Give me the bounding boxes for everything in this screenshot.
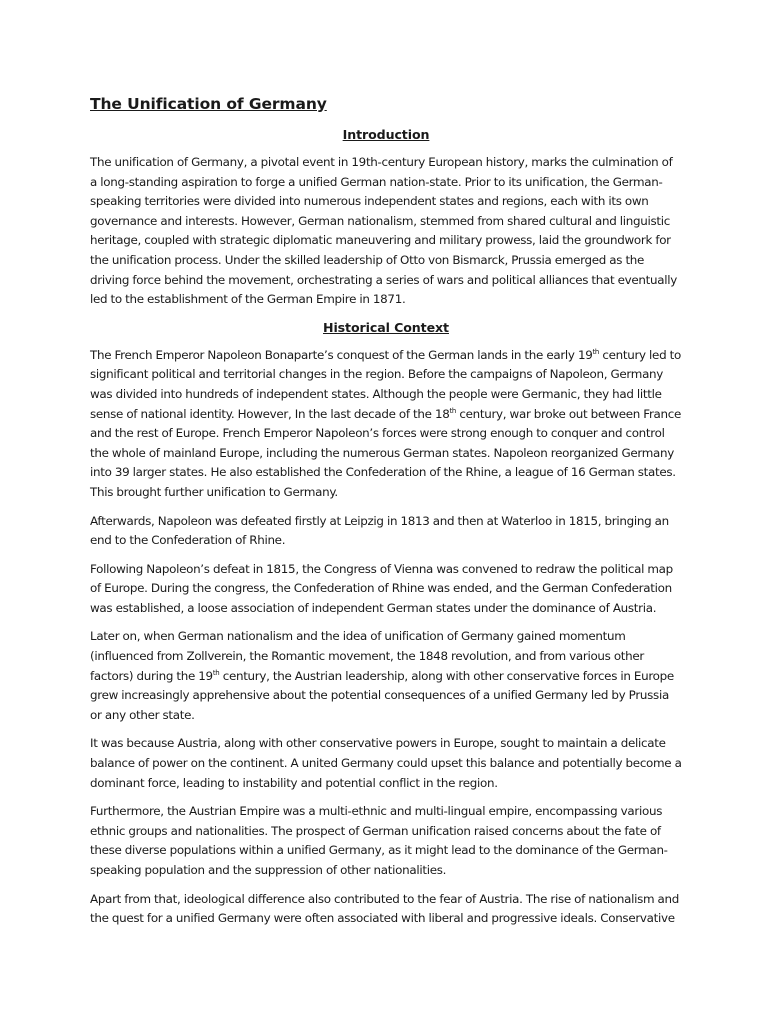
document-body [90,94,682,936]
superscript-ordinal: th [212,668,220,677]
text-run: century, the Austrian leadership, along with other conservative forces in Europe grew increasingly apprehensive about the potential consequences of a unified Germany led by Prussia or any other state. [90,668,674,722]
paragraph-congress-of-vienna: Following Napoleon’s defeat in 1815, the Congress of Vienna was convened to redraw the political map of Europe. During the congress, the Confederation of Rhine was ended, and the German Confederation was established, a loose association of independent German states under the dominance of Austria. [90,561,673,615]
text-run: century, war broke out between France and the rest of Europe. French Emperor Napoleon’s forces were strong enough to conquer and control the whole of mainland Europe, including the numerous German states. Napoleon reorganized Germany into 39 larger states. He also established the Confederation of the Rhine, a league of 16 German states. This brought further unification to Germany. [90,406,682,499]
paragraph-multi-ethnic-empire: Furthermore, the Austrian Empire was a multi-ethnic and multi-lingual empire, encompassing various ethnic groups and nationalities. The prospect of German unification raised concerns about the fate of these diverse populations within a unified Germany, as it might lead to the dominance of the German-speaking population and the suppression of other nationalities. [90,804,668,877]
section-heading-historical-context: Historical Context [323,319,449,335]
paragraph-balance-of-power: It was because Austria, along with other conservative powers in Europe, sought to maintain a delicate balance of power on the continent. A united Germany could upset this balance and potentially become a dominant force, leading to instability and potential conflict in the region. [90,736,682,790]
superscript-ordinal: th [592,347,600,356]
document-title: The Unification of Germany [90,95,327,113]
text-run: The French Emperor Napoleon Bonaparte’s conquest of the German lands in the early 19 [90,347,593,362]
paragraph-ideological-difference: Apart from that, ideological difference also contributed to the fear of Austria. The rise of nationalism and the quest for a unified Germany were often associated with liberal and progressive ideals. Conservative [90,891,680,926]
section-heading-introduction: Introduction [342,127,430,142]
superscript-ordinal: th [449,406,457,415]
paragraph-introduction: The unification of Germany, a pivotal event in 19th-century European history, marks the culmination of a long-standing aspiration to forge a unified German nation-state. Prior to its unification, the German-speaking territories were divided into numerous independent states and regions, each with its own governance and interests. However, German nationalism, stemmed from shared cultural and linguistic heritage, coupled with strategic diplomatic maneuvering and military prowess, laid the groundwork for the unification process. Under the skilled leadership of Otto von Bismarck, Prussia emerged as the driving force behind the movement, orchestrating a series of wars and political alliances that eventually led to the establishment of the German Empire in 1871. [90,155,677,307]
paragraph-nationalism-momentum [90,627,682,725]
text-run: Later on, when German nationalism and the idea of unification of Germany gained momentum (influenced from Zollverein, the Romantic movement, the 1848 revolution, and from various other factors) during the 19 [90,629,645,683]
text-run: century led to significant political and territorial changes in the region. Before the campaigns of Napoleon, Germany was divided into hundreds of independent states. Although the people were Germanic, they had little sense of national identity. However, In the last decade of the 18 [90,347,681,421]
paragraph-napoleon-conquest [90,346,682,503]
paragraph-napoleon-defeat: Afterwards, Napoleon was defeated firstly at Leipzig in 1813 and then at Waterloo in 1815, bringing an end to the Confederation of Rhine. [90,513,669,548]
